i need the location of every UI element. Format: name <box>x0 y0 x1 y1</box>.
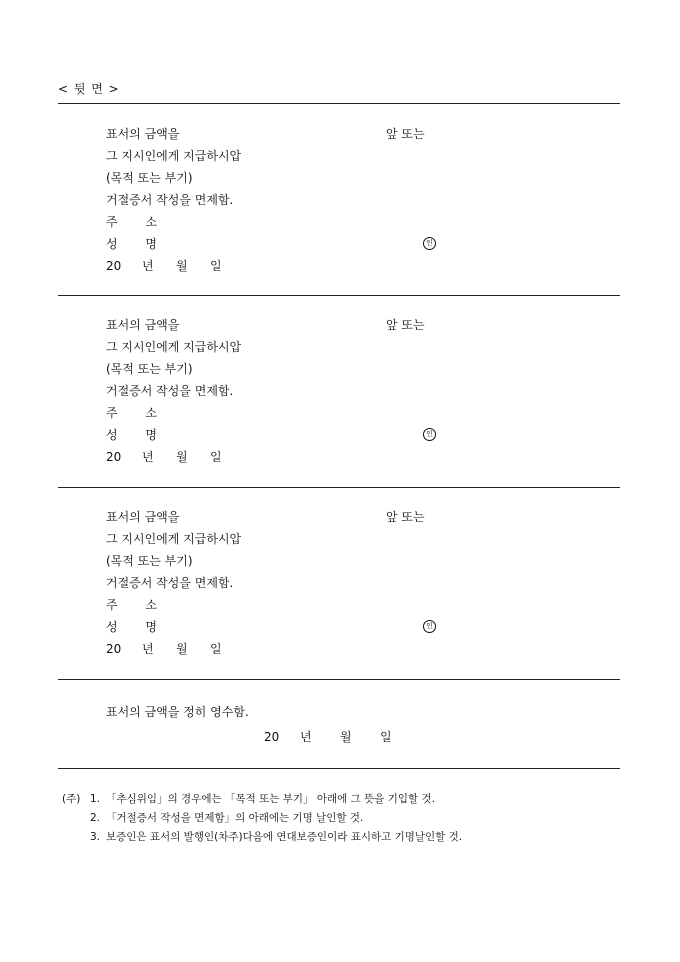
date-line <box>106 446 446 468</box>
date-day-unit: 일 <box>380 730 392 744</box>
note-number: 2. <box>90 812 101 824</box>
endorsement-block-1 <box>106 123 446 277</box>
date-year-unit: 년 <box>142 450 154 464</box>
date-day-unit: 일 <box>210 450 222 464</box>
notes-prefix: (주) <box>62 793 81 805</box>
amount-label: 표서의 금액을 <box>106 318 180 332</box>
payee-line: 그 지시인에게 지급하시압 <box>106 340 242 354</box>
note-text: 「추심위임」의 경우에는 「목적 또는 부기」 아래에 그 뜻을 기입할 것. <box>106 793 435 805</box>
protest-waiver-line: 거절증서 작성을 면제함. <box>106 576 234 590</box>
protest-waiver-line: 거절증서 작성을 면제함. <box>106 384 234 398</box>
name-label: 성 명 <box>106 620 169 634</box>
date-year-unit: 년 <box>300 730 312 744</box>
note-item <box>62 828 462 847</box>
date-year: 20 <box>264 730 280 744</box>
date-year: 20 <box>106 642 122 656</box>
note-number: 1. <box>90 793 101 805</box>
seal-icon: 인 <box>423 620 436 633</box>
date-month-unit: 월 <box>176 259 188 273</box>
purpose-line: (목적 또는 부기) <box>106 171 193 185</box>
address-label: 주 소 <box>106 406 169 420</box>
note-text: 「거절증서 작성을 면제함」의 아래에는 기명 날인할 것. <box>106 812 364 824</box>
note-number: 3. <box>90 831 101 843</box>
date-month-unit: 월 <box>340 730 352 744</box>
date-day-unit: 일 <box>210 259 222 273</box>
page-title: < 뒷 면 > <box>58 82 120 96</box>
note-item <box>62 809 462 828</box>
date-month-unit: 월 <box>176 450 188 464</box>
note-item <box>62 790 462 809</box>
amount-label: 표서의 금액을 <box>106 127 180 141</box>
seal-icon: 인 <box>423 428 436 441</box>
note-text: 보증인은 표서의 발행인(차주)다음에 연대보증인이라 표시하고 기명날인할 것. <box>106 831 463 843</box>
front-or-label: 앞 또는 <box>386 127 425 141</box>
protest-waiver-line: 거절증서 작성을 면제함. <box>106 193 234 207</box>
address-label: 주 소 <box>106 598 169 612</box>
receipt-date <box>264 728 392 745</box>
date-line <box>106 255 446 277</box>
divider <box>58 487 620 488</box>
date-year-unit: 년 <box>142 259 154 273</box>
front-or-label: 앞 또는 <box>386 510 425 524</box>
date-day-unit: 일 <box>210 642 222 656</box>
seal-icon: 인 <box>423 237 436 250</box>
front-or-label: 앞 또는 <box>386 318 425 332</box>
purpose-line: (목적 또는 부기) <box>106 362 193 376</box>
divider <box>58 295 620 296</box>
payee-line: 그 지시인에게 지급하시압 <box>106 532 242 546</box>
amount-label: 표서의 금액을 <box>106 510 180 524</box>
date-year-unit: 년 <box>142 642 154 656</box>
endorsement-block-3 <box>106 506 446 660</box>
divider <box>58 103 620 104</box>
date-year: 20 <box>106 450 122 464</box>
date-line <box>106 638 446 660</box>
name-label: 성 명 <box>106 237 169 251</box>
payee-line: 그 지시인에게 지급하시압 <box>106 149 242 163</box>
endorsement-block-2 <box>106 314 446 468</box>
name-label: 성 명 <box>106 428 169 442</box>
receipt-text: 표서의 금액을 정히 영수함. <box>106 705 249 719</box>
date-year: 20 <box>106 259 122 273</box>
address-label: 주 소 <box>106 215 169 229</box>
purpose-line: (목적 또는 부기) <box>106 554 193 568</box>
divider <box>58 679 620 680</box>
date-month-unit: 월 <box>176 642 188 656</box>
divider <box>58 768 620 769</box>
notes-section <box>62 790 462 847</box>
